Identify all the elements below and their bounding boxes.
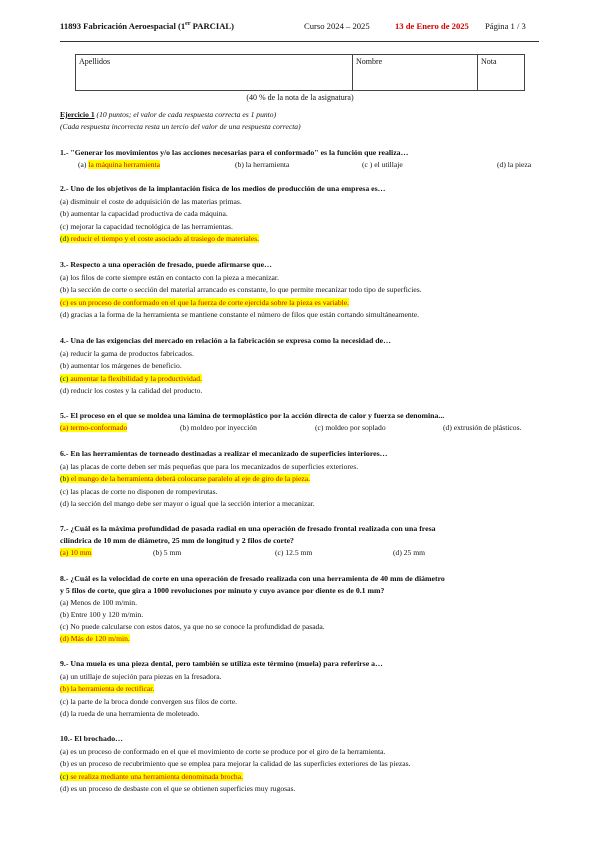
q9-option-d: (d) la rueda de una herramienta de moleteado. [60, 709, 200, 718]
q5-option-d: (d) extrusión de plásticos. [443, 423, 522, 432]
q3-option-a: (a) los filos de corte siempre están en contacto con la pieza a mecanizar. [60, 273, 279, 282]
q4-option-c: (c) aumentar la flexibilidad y la productividad. [60, 374, 202, 383]
q6-option-a: (a) las placas de corte deben ser más pequeñas que para los mecanizados de superficies exteriores. [60, 462, 359, 471]
question-8-line-2: y 5 filos de corte, que gira a 1000 revoluciones por minuto y cuyo avance por diente es de 0.1 mm? [60, 586, 385, 595]
q7-option-a: (a) 10 mm [60, 548, 92, 557]
q4-option-a: (a) reducir la gama de productos fabricados. [60, 349, 194, 358]
question-1: 1.- "Generar los movimientos y/o las acciones necesarias para el conformado" es la función que realiza… [60, 148, 409, 157]
q6-option-c: (c) las placas de corte no disponen de rompevirutas. [60, 487, 218, 496]
question-3: 3.- Respecto a una operación de fresado, puede afirmarse que… [60, 260, 272, 269]
q8-option-b: (b) Entre 100 y 120 m/min. [60, 610, 144, 619]
q3-option-d: (d) gracias a la forma de la herramienta se mantiene constante el número de filos que están cortando simultáneamente. [60, 310, 420, 319]
exercise-heading: Ejercicio 1 (10 puntos; el valor de cada respuesta correcta es 1 punto) [60, 110, 277, 119]
q3-option-c: (c) es un proceso de conformado en el que la fuerza de corte ejercida sobre la pieza es variable. [60, 298, 350, 307]
question-6: 6.- En las herramientas de torneado destinadas a realizar el mecanizado de superficies interiores… [60, 449, 388, 458]
question-4: 4.- Una de las exigencias del mercado en relación a la fabricación se expresa como la necesidad de… [60, 336, 391, 345]
question-7-line-1: 7.- ¿Cuál es la máxima profundidad de pasada radial en una operación de fresado frontal realizada con una fresa [60, 524, 436, 533]
q8-option-a: (a) Menos de 100 m/min. [60, 598, 137, 607]
q6-option-d: (d) la sección del mango debe ser mayor o igual que la sección interior a mecanizar. [60, 499, 315, 508]
question-5: 5.- El proceso en el que se moldea una lámina de termoplástico por la acción directa de calor y fuerza se denomina... [60, 411, 445, 420]
q9-option-a: (a) un utillaje de sujeción para piezas en la fresadora. [60, 672, 222, 681]
q10-option-a: (a) es un proceso de conformado en el que el movimiento de corte se produce por el giro de la herramienta. [60, 747, 386, 756]
exercise-penalty: (Cada respuesta incorrecta resta un tercio del valor de una respuesta correcta) [60, 122, 301, 131]
course-title: 11893 Fabricación Aeroespacial (1er PARCIAL) [60, 21, 235, 31]
q9-option-b: (b) la herramienta de rectificar. [60, 684, 155, 693]
q6-option-b: (b) el mango de la herramienta deberá colocarse paralelo al eje de giro de la pieza. [60, 474, 311, 483]
q2-option-d: (d) reducir el tiempo y el coste asociado al trasiego de materiales. [60, 234, 260, 243]
question-9: 9.- Una muela es una pieza dental, pero también se utiliza este término (muela) para referirse a… [60, 659, 383, 668]
q10-option-b: (b) es un proceso de recubrimiento que se emplea para mejorar la calidad de las superficies exteriores de las piezas. [60, 759, 411, 768]
q5-option-b: (b) moldeo por inyección [180, 423, 257, 432]
q8-option-c: (c) No puede calcularse con estos datos, ya que no se conoce la profundidad de pasada. [60, 622, 325, 631]
q7-option-b: (b) 5 mm [153, 548, 182, 557]
q9-option-c: (c) la parte de la broca donde convergen sus filos de corte. [60, 697, 237, 706]
q10-option-c: (c) se realiza mediante una herramienta denominada brocha. [60, 772, 244, 781]
question-2: 2.- Uno de los objetivos de la implantación física de los medios de producción de una empresa es… [60, 184, 386, 193]
q2-option-a: (a) disminuir el coste de adquisición de las materias primas. [60, 197, 242, 206]
q3-option-b: (b) la sección de corte o sección del material arrancado es constante, lo que permite mecanizar todo tipo de superficies. [60, 285, 422, 294]
name-field[interactable]: Nombre [353, 55, 478, 91]
q4-option-d: (d) reducir los costes y la calidad del producto. [60, 386, 203, 395]
q2-option-b: (b) aumentar la capacidad productiva de cada máquina. [60, 209, 228, 218]
q7-option-c: (c) 12.5 mm [275, 548, 313, 557]
page-number: Página 1 / 3 [485, 21, 526, 31]
q7-option-d: (d) 25 mm [393, 548, 426, 557]
q8-option-d: (d) Más de 120 m/min. [60, 634, 130, 643]
q1-option-d: (d) la pieza [497, 160, 532, 169]
q4-option-b: (b) aumentar los márgenes de beneficio. [60, 361, 182, 370]
q1-option-a: (a) la máquina herramienta [78, 160, 161, 169]
q1-option-c: (c ) el utillaje [362, 160, 403, 169]
course-year: Curso 2024 – 2025 [304, 21, 370, 31]
surname-field[interactable]: Apellidos [76, 55, 353, 91]
exam-date: 13 de Enero de 2025 [395, 21, 469, 31]
q1-option-b: (b) la herramienta [235, 160, 290, 169]
grade-field: Nota [478, 55, 525, 91]
student-info-table [75, 54, 525, 91]
weight-note: (40 % de la nota de la asignatura) [246, 93, 354, 102]
q5-option-a: (a) termo-conformado [60, 423, 128, 432]
question-10: 10.- El brochado… [60, 734, 123, 743]
question-8-line-1: 8.- ¿Cuál es la velocidad de corte en una operación de fresado realizada con una herramienta de 40 mm de diámetro [60, 574, 445, 583]
header-rule [60, 41, 539, 42]
page-header [60, 21, 540, 35]
q10-option-d: (d) es un proceso de desbaste con el que se obtienen superficies muy rugosas. [60, 784, 296, 793]
question-7-line-2: cilíndrica de 10 mm de diámetro, 25 mm de longitud y 2 filos de corte? [60, 536, 294, 545]
q5-option-c: (c) moldeo por soplado [315, 423, 386, 432]
q2-option-c: (c) mejorar la capacidad tecnológica de las herramientas. [60, 222, 233, 231]
